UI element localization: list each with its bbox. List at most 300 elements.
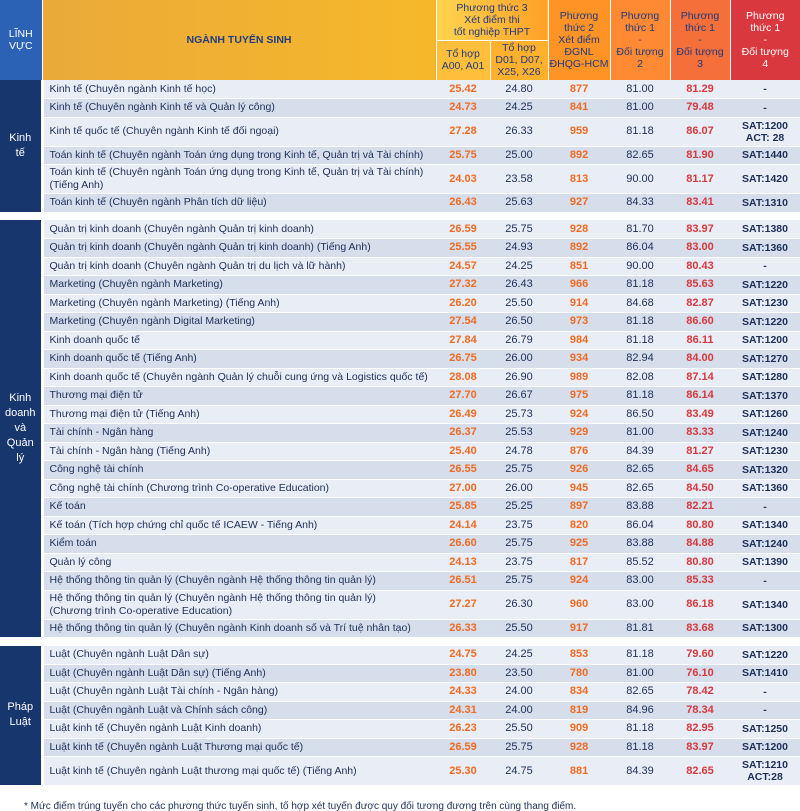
score-value: 928 <box>569 740 589 753</box>
score-d <box>610 590 670 619</box>
major-name <box>42 80 436 99</box>
score-value: SAT:1280 <box>742 371 788 384</box>
score-value: 851 <box>569 259 589 272</box>
score-e <box>670 442 730 461</box>
major-name-line: Toán kinh tế (Chuyên ngành Toán ứng dụng trong Kinh tế, Quản trị và Tài chính) <box>49 148 424 161</box>
score-f <box>730 646 800 665</box>
score-value: 80.80 <box>686 555 714 568</box>
score-value: 877 <box>569 82 589 95</box>
score-value: 82.94 <box>626 352 654 365</box>
score-d <box>610 757 670 786</box>
score-c <box>548 498 610 517</box>
score-b <box>490 294 548 313</box>
score-b <box>490 350 548 369</box>
table-body <box>0 80 800 786</box>
major-name-line: Kế toán <box>49 500 86 513</box>
table-row <box>0 350 800 369</box>
score-value: SAT:1320 <box>742 463 788 476</box>
score-value: SAT:1220 <box>742 648 788 661</box>
major-name-line: Quản trị kinh doanh (Chuyên ngành Quản trị kinh doanh) (Tiếng Anh) <box>49 241 371 254</box>
score-value: 25.73 <box>505 407 533 420</box>
score-value: 26.30 <box>505 598 533 610</box>
score-f <box>730 683 800 702</box>
score-value: 25.50 <box>505 621 533 634</box>
score-b <box>490 553 548 572</box>
table-row <box>0 720 800 739</box>
score-d <box>610 99 670 118</box>
score-b <box>490 220 548 239</box>
major-name <box>42 720 436 739</box>
score-e <box>670 368 730 387</box>
score-a <box>436 405 490 424</box>
score-value: - <box>763 500 767 513</box>
score-f <box>730 516 800 535</box>
score-f <box>730 498 800 517</box>
major-name <box>42 701 436 720</box>
table-row <box>0 313 800 332</box>
score-value: 83.97 <box>686 222 714 235</box>
score-value: 24.57 <box>449 259 477 272</box>
score-f <box>730 424 800 443</box>
score-c <box>548 165 610 194</box>
field-label-line: lý <box>16 452 25 464</box>
score-b <box>490 535 548 554</box>
score-value: 834 <box>569 685 589 698</box>
major-name-line: Luật kinh tế (Chuyên ngành Luật Thương mại quốc tế) <box>49 740 304 753</box>
table-row <box>0 239 800 258</box>
major-name-line: Toán kinh tế (Chuyên ngành Toán ứng dụng trong Kinh tế, Quản trị và Tài chính) <box>49 166 424 178</box>
group-spacer <box>0 638 800 646</box>
major-name <box>42 461 436 480</box>
score-f <box>730 461 800 480</box>
score-value: 25.75 <box>505 463 533 476</box>
major-name-line: Tài chính - Ngân hàng (Tiếng Anh) <box>49 444 211 457</box>
score-d <box>610 424 670 443</box>
score-value: 25.42 <box>449 82 477 95</box>
score-f <box>730 664 800 683</box>
score-value: 25.75 <box>505 740 533 753</box>
score-value: 26.79 <box>505 333 533 346</box>
score-value: SAT:1270 <box>742 352 788 365</box>
score-value: 25.75 <box>449 148 477 161</box>
major-name-line: Hệ thống thông tin quản lý (Chuyên ngành Kinh doanh số và Trí tuệ nhân tạo) <box>49 621 411 634</box>
score-b <box>490 498 548 517</box>
major-name-line: Luật kinh tế (Chuyên ngành Luật thương mại quốc tế) (Tiếng Anh) <box>49 764 357 777</box>
score-value: 927 <box>569 196 589 209</box>
score-value: 26.51 <box>449 574 477 587</box>
score-e <box>670 99 730 118</box>
field-label-line: Kinh <box>9 131 32 144</box>
score-value: 24.13 <box>449 555 477 568</box>
score-f <box>730 350 800 369</box>
score-d <box>610 117 670 146</box>
score-value: SAT:1220 <box>742 315 788 328</box>
score-b <box>490 194 548 213</box>
score-value: 926 <box>569 463 589 476</box>
score-a <box>436 313 490 332</box>
score-d <box>610 720 670 739</box>
score-e <box>670 701 730 720</box>
score-value: 24.93 <box>505 241 533 254</box>
score-value: SAT:1210 <box>742 759 788 771</box>
field-label-line: tế <box>15 146 25 159</box>
score-value: SAT:1200 <box>742 119 788 132</box>
score-value: 24.03 <box>449 172 477 185</box>
score-b <box>490 572 548 591</box>
score-value: - <box>763 260 767 273</box>
score-e <box>670 387 730 406</box>
score-b <box>490 331 548 350</box>
score-value: SAT:1240 <box>742 426 788 439</box>
score-value: 928 <box>569 222 589 235</box>
score-value: 79.60 <box>686 648 714 660</box>
score-value: SAT:1250 <box>742 722 788 735</box>
score-value: 84.33 <box>626 196 654 209</box>
score-c <box>548 331 610 350</box>
score-e <box>670 664 730 683</box>
score-value: 84.39 <box>626 444 654 457</box>
score-value: 914 <box>569 296 589 309</box>
score-value: 975 <box>569 389 589 402</box>
major-name <box>42 331 436 350</box>
major-name <box>42 257 436 276</box>
score-e <box>670 294 730 313</box>
table-row <box>0 220 800 239</box>
score-value: SAT:1340 <box>742 598 788 611</box>
score-value: - <box>763 574 767 587</box>
score-value: 27.54 <box>449 315 477 328</box>
score-value: 26.50 <box>505 315 533 328</box>
score-value: 925 <box>569 537 589 550</box>
score-value: 82.95 <box>686 722 714 735</box>
major-name <box>42 239 436 258</box>
score-value: 26.37 <box>449 426 477 439</box>
score-value: 817 <box>569 555 589 568</box>
score-value: 84.00 <box>686 352 714 365</box>
score-value: SAT:1380 <box>742 223 788 235</box>
header-pt1-dt4: Phương thức 1 - Đối tượng 4 <box>730 0 800 80</box>
table-row <box>0 646 800 665</box>
score-c <box>548 276 610 295</box>
score-value: 24.73 <box>449 101 477 114</box>
score-a <box>436 738 490 757</box>
score-d <box>610 294 670 313</box>
score-value: 26.00 <box>505 481 533 494</box>
score-value: 83.88 <box>626 537 654 550</box>
major-name-line: Thương mại điện tử <box>49 389 143 402</box>
score-d <box>610 646 670 665</box>
score-value: 26.55 <box>449 463 477 476</box>
score-b <box>490 664 548 683</box>
table-row <box>0 516 800 535</box>
table-row <box>0 331 800 350</box>
major-name <box>42 368 436 387</box>
score-c <box>548 350 610 369</box>
score-b <box>490 165 548 194</box>
score-value: 81.18 <box>626 315 654 328</box>
score-c <box>548 738 610 757</box>
score-value: 841 <box>569 101 589 114</box>
score-b <box>490 117 548 146</box>
major-name <box>42 387 436 406</box>
table-row <box>0 405 800 424</box>
score-e <box>670 757 730 786</box>
major-name <box>42 479 436 498</box>
score-f <box>730 405 800 424</box>
score-e <box>670 619 730 638</box>
score-c <box>548 720 610 739</box>
table-row <box>0 479 800 498</box>
score-b <box>490 313 548 332</box>
score-value: 26.49 <box>449 407 477 420</box>
score-value: 86.50 <box>626 407 654 420</box>
score-d <box>610 535 670 554</box>
score-d <box>610 442 670 461</box>
score-c <box>548 701 610 720</box>
major-name <box>42 738 436 757</box>
score-value: 83.97 <box>686 740 714 753</box>
score-value: 84.50 <box>686 481 714 494</box>
score-c <box>548 424 610 443</box>
score-value: 26.67 <box>505 389 533 402</box>
score-value: 25.00 <box>505 148 533 161</box>
major-name <box>42 516 436 535</box>
score-value: 86.14 <box>686 389 714 402</box>
score-value: 924 <box>569 407 589 420</box>
score-value: 934 <box>569 352 589 365</box>
score-a <box>436 331 490 350</box>
table-row <box>0 535 800 554</box>
score-value: 24.75 <box>449 648 477 660</box>
table-row <box>0 498 800 517</box>
score-value: 876 <box>569 444 589 457</box>
score-e <box>670 257 730 276</box>
score-value: 81.18 <box>626 648 654 660</box>
major-name <box>42 424 436 443</box>
score-e <box>670 350 730 369</box>
score-value: ACT:28 <box>747 771 783 783</box>
score-value: 23.58 <box>505 172 533 185</box>
score-b <box>490 701 548 720</box>
score-b <box>490 368 548 387</box>
score-a <box>436 757 490 786</box>
score-f <box>730 701 800 720</box>
score-value: SAT:1360 <box>742 241 788 254</box>
score-value: 27.84 <box>449 333 477 346</box>
score-value: 78.34 <box>686 703 714 716</box>
score-e <box>670 331 730 350</box>
header-pt1-dt3: Phương thức 1 - Đối tượng 3 <box>670 0 730 80</box>
score-e <box>670 720 730 739</box>
score-value: SAT:1230 <box>742 445 788 458</box>
score-b <box>490 516 548 535</box>
score-f <box>730 257 800 276</box>
major-name-line: Luật (Chuyên ngành Luật Tài chính - Ngân hàng) <box>49 685 279 698</box>
score-value: SAT:1220 <box>742 278 788 291</box>
score-value: 26.59 <box>449 740 477 753</box>
score-b <box>490 146 548 165</box>
score-a <box>436 294 490 313</box>
major-name-line: Thương mại điện tử (Tiếng Anh) <box>49 407 200 420</box>
table-row <box>0 387 800 406</box>
score-a <box>436 117 490 146</box>
score-value: 25.50 <box>505 296 533 309</box>
score-value: 23.50 <box>505 666 533 679</box>
score-a <box>436 194 490 213</box>
score-value: 81.18 <box>626 333 654 346</box>
score-d <box>610 194 670 213</box>
major-name <box>42 165 436 194</box>
score-value: SAT:1310 <box>742 196 788 209</box>
score-a <box>436 350 490 369</box>
score-b <box>490 80 548 99</box>
score-e <box>670 80 730 99</box>
score-b <box>490 590 548 619</box>
score-value: 25.40 <box>449 444 477 457</box>
score-value: 26.75 <box>449 352 477 365</box>
score-value: 78.42 <box>686 685 714 698</box>
field-label-line: Kinh <box>9 392 32 404</box>
score-value: 25.55 <box>449 241 477 254</box>
score-value: 27.00 <box>449 481 477 494</box>
score-value: 90.00 <box>626 172 654 185</box>
score-value: 82.65 <box>626 463 654 476</box>
score-value: 81.00 <box>626 101 654 114</box>
major-name-line: Toán kinh tế (Chuyên ngành Phân tích dữ liệu) <box>49 196 267 209</box>
major-name-line: Công nghệ tài chính <box>49 463 144 476</box>
table-row <box>0 165 800 194</box>
score-a <box>436 553 490 572</box>
score-value: 84.68 <box>626 296 654 309</box>
score-b <box>490 257 548 276</box>
score-e <box>670 165 730 194</box>
field-label <box>0 80 42 212</box>
score-f <box>730 165 800 194</box>
score-value: 83.68 <box>686 621 714 634</box>
score-c <box>548 553 610 572</box>
score-value: 929 <box>569 426 589 439</box>
score-b <box>490 738 548 757</box>
major-name-line: Kế toán (Tích hợp chứng chỉ quốc tế ICAEW - Tiếng Anh) <box>49 518 318 531</box>
score-a <box>436 619 490 638</box>
score-e <box>670 405 730 424</box>
score-b <box>490 757 548 786</box>
table-row <box>0 257 800 276</box>
score-c <box>548 757 610 786</box>
table-row <box>0 146 800 165</box>
score-e <box>670 313 730 332</box>
score-value: 85.33 <box>686 574 714 587</box>
field-label-line: doanh <box>4 407 36 419</box>
score-e <box>670 535 730 554</box>
score-d <box>610 683 670 702</box>
major-name <box>42 683 436 702</box>
score-value: 81.18 <box>626 125 654 137</box>
field-label <box>0 220 42 638</box>
major-name <box>42 757 436 786</box>
score-value: 25.75 <box>505 537 533 550</box>
score-value: 984 <box>569 333 589 346</box>
major-name <box>42 498 436 517</box>
score-d <box>610 405 670 424</box>
score-f <box>730 590 800 619</box>
score-f <box>730 220 800 239</box>
score-f <box>730 239 800 258</box>
score-e <box>670 479 730 498</box>
header-pt3: Phương thức 3 Xét điểm thi tốt nghiệp THPT <box>436 0 548 40</box>
score-f <box>730 479 800 498</box>
score-value: 26.23 <box>449 722 477 735</box>
header-pt1-dt2: Phương thức 1 - Đối tượng 2 <box>610 0 670 80</box>
score-value: 26.60 <box>449 537 477 550</box>
group-spacer <box>0 212 800 220</box>
score-value: 83.00 <box>626 598 654 610</box>
score-d <box>610 220 670 239</box>
major-name-line: Marketing (Chuyên ngành Marketing) <box>49 278 223 291</box>
score-value: 25.30 <box>449 764 477 777</box>
table-row <box>0 757 800 786</box>
score-f <box>730 535 800 554</box>
score-value: 26.43 <box>449 196 477 209</box>
major-name <box>42 442 436 461</box>
score-c <box>548 461 610 480</box>
score-value: 24.25 <box>505 101 533 114</box>
score-c <box>548 313 610 332</box>
score-value: SAT:1300 <box>742 622 788 635</box>
score-value: 87.14 <box>686 370 714 383</box>
field-label-line: và <box>14 422 27 434</box>
header-nganh: NGÀNH TUYỂN SINH <box>42 0 436 80</box>
score-f <box>730 757 800 786</box>
score-d <box>610 368 670 387</box>
score-d <box>610 479 670 498</box>
score-value: 84.65 <box>686 463 714 476</box>
score-value: 945 <box>569 481 589 494</box>
score-a <box>436 590 490 619</box>
score-f <box>730 294 800 313</box>
score-value: 82.65 <box>626 148 654 161</box>
score-value: - <box>763 101 767 114</box>
score-f <box>730 442 800 461</box>
score-d <box>610 498 670 517</box>
score-f <box>730 331 800 350</box>
score-c <box>548 664 610 683</box>
table-row <box>0 553 800 572</box>
table-row <box>0 664 800 683</box>
score-d <box>610 461 670 480</box>
table-row <box>0 461 800 480</box>
table-row <box>0 294 800 313</box>
score-f <box>730 80 800 99</box>
score-value: 84.39 <box>626 764 654 777</box>
score-value: 83.88 <box>626 500 654 513</box>
table-row <box>0 590 800 619</box>
major-name <box>42 535 436 554</box>
score-b <box>490 405 548 424</box>
score-b <box>490 720 548 739</box>
score-value: SAT:1240 <box>742 537 788 550</box>
score-c <box>548 683 610 702</box>
field-label <box>0 646 42 786</box>
score-b <box>490 239 548 258</box>
score-a <box>436 257 490 276</box>
score-value: 881 <box>569 764 589 777</box>
score-a <box>436 683 490 702</box>
score-value: - <box>763 685 767 698</box>
score-e <box>670 683 730 702</box>
score-value: 84.88 <box>686 537 714 550</box>
score-d <box>610 331 670 350</box>
